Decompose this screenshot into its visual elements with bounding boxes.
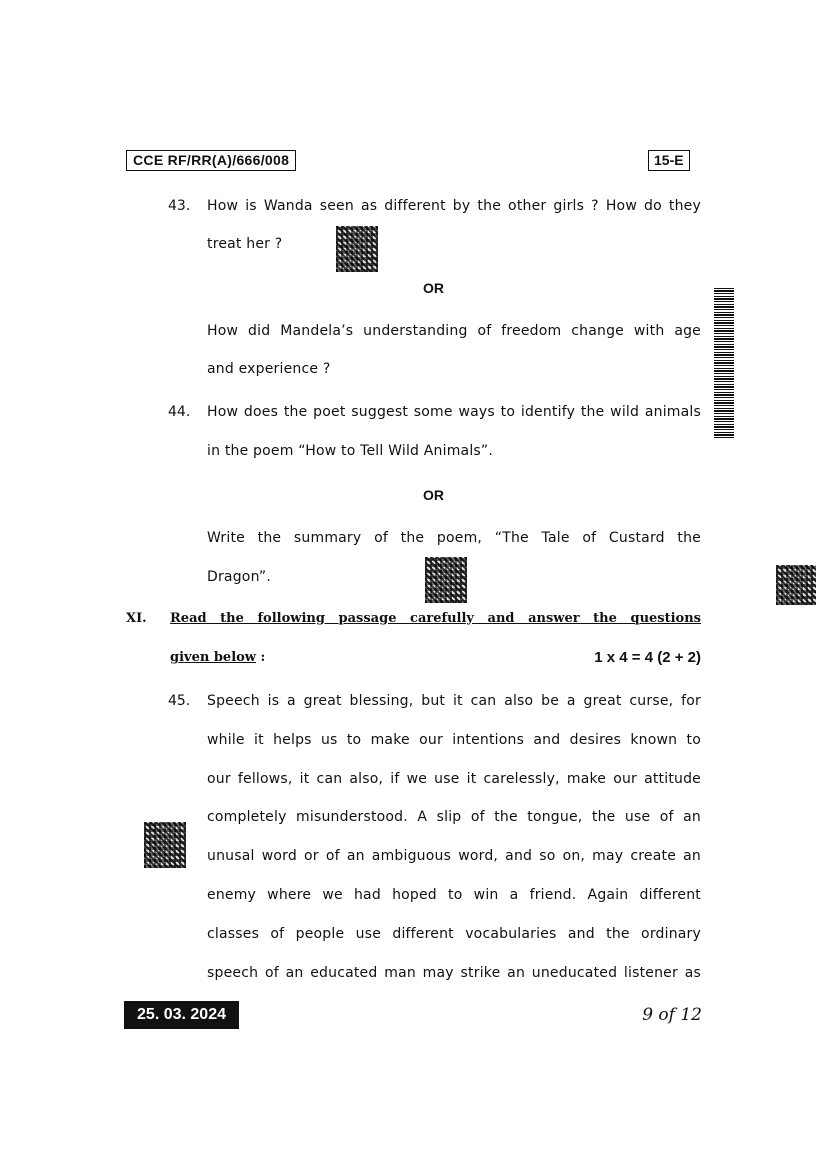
exam-date-badge: 25. 03. 2024 xyxy=(124,1001,239,1029)
passage-line: Speech is a great blessing, but it can also be a great curse, for xyxy=(207,693,701,709)
question-number-43: 43. xyxy=(168,198,191,214)
side-barcode xyxy=(714,288,734,440)
qr-code-q44 xyxy=(425,557,467,603)
q44-line-2: in the poem “How to Tell Wild Animals”. xyxy=(207,443,494,459)
q43-alt-line-2: and experience ? xyxy=(207,361,331,377)
qr-code-right-margin xyxy=(776,565,816,605)
page-number: 9 of 12 xyxy=(642,1005,702,1025)
qr-code-q45 xyxy=(144,822,186,868)
passage-line: unusal word or of an ambiguous word, and so on, may create an xyxy=(207,848,701,864)
q44-alt-line-2: Dragon”. xyxy=(207,569,271,585)
passage-line: enemy where we had hoped to win a friend. Again different xyxy=(207,887,701,903)
q43-or-separator: OR xyxy=(423,280,444,296)
section-number: XI. xyxy=(126,611,147,626)
passage-line: while it helps us to make our intentions and desires known to xyxy=(207,732,701,748)
section-instruction-line-2 xyxy=(170,648,265,668)
q44-line-1: How does the poet suggest some ways to identify the wild animals xyxy=(207,404,701,420)
paper-code-box: CCE RF/RR(A)/666/008 xyxy=(126,150,296,171)
question-number-44: 44. xyxy=(168,404,191,420)
passage-line: speech of an educated man may strike an uneducated listener as xyxy=(207,965,701,981)
qr-code-q43 xyxy=(336,226,378,272)
q44-alt-line-1: Write the summary of the poem, “The Tale of Custard the xyxy=(207,530,701,546)
section-instruction-underlined: given below xyxy=(170,650,256,665)
q43-line-2: treat her ? xyxy=(207,236,283,252)
language-code-box: 15-E xyxy=(648,150,690,171)
passage-line: our fellows, it can also, if we use it carelessly, make our attitude xyxy=(207,771,701,787)
q44-or-separator: OR xyxy=(423,487,444,503)
section-marks: 1 x 4 = 4 (2 + 2) xyxy=(594,649,701,666)
q43-alt-line-1: How did Mandela’s understanding of freedom change with age xyxy=(207,323,701,339)
section-instruction-colon: : xyxy=(256,650,266,665)
question-number-45: 45. xyxy=(168,693,191,709)
q43-line-1: How is Wanda seen as different by the other girls ? How do they xyxy=(207,198,701,214)
passage-line: completely misunderstood. A slip of the tongue, the use of an xyxy=(207,809,701,825)
passage-line: classes of people use different vocabularies and the ordinary xyxy=(207,926,701,942)
section-instruction-line-1: Read the following passage carefully and answer the questions xyxy=(170,611,701,626)
